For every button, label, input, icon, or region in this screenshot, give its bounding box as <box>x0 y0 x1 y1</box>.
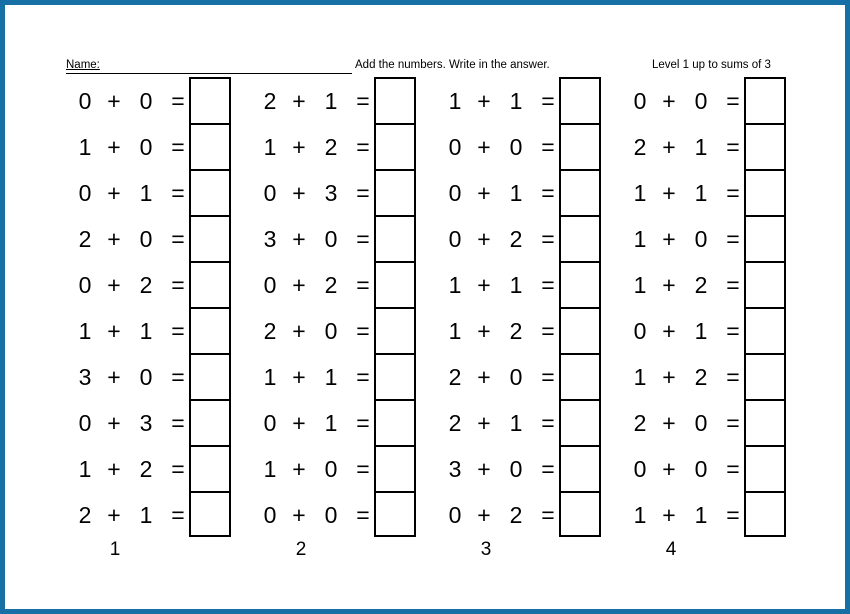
plus-sign: + <box>107 502 121 528</box>
equals-sign: = <box>726 272 740 298</box>
addend-b: 1 <box>509 180 523 206</box>
equals-sign: = <box>726 318 740 344</box>
addition-problem <box>620 169 790 215</box>
addend-b: 3 <box>139 410 153 436</box>
addend-b: 2 <box>324 272 338 298</box>
addend-a: 0 <box>78 272 92 298</box>
addition-problem <box>250 307 420 353</box>
addend-b: 0 <box>509 134 523 160</box>
plus-sign: + <box>477 180 491 206</box>
answer-box[interactable] <box>189 445 231 491</box>
addend-b: 1 <box>509 272 523 298</box>
plus-sign: + <box>477 272 491 298</box>
addend-b: 0 <box>139 226 153 252</box>
plus-sign: + <box>662 272 676 298</box>
equals-sign: = <box>726 456 740 482</box>
plus-sign: + <box>292 88 306 114</box>
answer-box[interactable] <box>374 215 416 261</box>
addend-a: 0 <box>263 180 277 206</box>
equals-sign: = <box>356 410 370 436</box>
problem-column-2 <box>250 77 420 537</box>
addition-problem <box>250 123 420 169</box>
answer-box[interactable] <box>374 123 416 169</box>
plus-sign: + <box>292 364 306 390</box>
plus-sign: + <box>292 502 306 528</box>
addend-a: 0 <box>633 88 647 114</box>
addend-b: 0 <box>324 502 338 528</box>
addition-problem <box>620 123 790 169</box>
addend-a: 3 <box>448 456 462 482</box>
answer-box[interactable] <box>189 399 231 445</box>
addend-a: 0 <box>448 134 462 160</box>
problem-column-1 <box>65 77 235 537</box>
plus-sign: + <box>292 226 306 252</box>
addition-problem <box>250 491 420 537</box>
problem-column-3 <box>435 77 605 537</box>
addend-a: 1 <box>633 226 647 252</box>
addition-problem <box>65 123 235 169</box>
addition-problem <box>65 215 235 261</box>
answer-box[interactable] <box>744 169 786 215</box>
addend-b: 2 <box>324 134 338 160</box>
answer-box[interactable] <box>744 77 786 123</box>
equals-sign: = <box>541 502 555 528</box>
addend-a: 0 <box>263 410 277 436</box>
plus-sign: + <box>477 226 491 252</box>
plus-sign: + <box>107 134 121 160</box>
equals-sign: = <box>541 410 555 436</box>
addition-problem <box>620 77 790 123</box>
addend-b: 2 <box>509 318 523 344</box>
level-label: Level 1 up to sums of 3 <box>652 59 771 71</box>
equals-sign: = <box>171 318 185 344</box>
plus-sign: + <box>107 88 121 114</box>
addend-a: 1 <box>448 318 462 344</box>
addend-a: 2 <box>448 410 462 436</box>
addition-problem <box>435 353 605 399</box>
equals-sign: = <box>726 410 740 436</box>
addend-a: 1 <box>633 364 647 390</box>
addend-a: 1 <box>633 502 647 528</box>
plus-sign: + <box>477 134 491 160</box>
answer-box[interactable] <box>559 77 601 123</box>
addend-a: 1 <box>263 134 277 160</box>
addition-problem <box>65 169 235 215</box>
equals-sign: = <box>726 134 740 160</box>
answer-box[interactable] <box>374 353 416 399</box>
equals-sign: = <box>541 364 555 390</box>
addend-a: 0 <box>448 180 462 206</box>
addend-b: 1 <box>324 88 338 114</box>
equals-sign: = <box>356 456 370 482</box>
answer-box[interactable] <box>374 169 416 215</box>
equals-sign: = <box>171 272 185 298</box>
addend-b: 1 <box>324 410 338 436</box>
plus-sign: + <box>107 410 121 436</box>
plus-sign: + <box>292 410 306 436</box>
addition-problem <box>435 77 605 123</box>
plus-sign: + <box>292 134 306 160</box>
addend-b: 0 <box>324 226 338 252</box>
addend-a: 1 <box>263 364 277 390</box>
answer-box[interactable] <box>374 261 416 307</box>
plus-sign: + <box>662 88 676 114</box>
addition-problem <box>65 353 235 399</box>
addend-b: 2 <box>694 364 708 390</box>
equals-sign: = <box>541 318 555 344</box>
addend-a: 1 <box>263 456 277 482</box>
addition-problem <box>435 261 605 307</box>
equals-sign: = <box>356 88 370 114</box>
instructions: Add the numbers. Write in the answer. <box>355 59 550 71</box>
addition-problem <box>65 399 235 445</box>
addend-b: 1 <box>139 502 153 528</box>
equals-sign: = <box>171 226 185 252</box>
answer-box[interactable] <box>744 491 786 537</box>
answer-box[interactable] <box>189 123 231 169</box>
name-line[interactable] <box>66 73 352 74</box>
addition-problem <box>435 445 605 491</box>
addend-a: 0 <box>633 456 647 482</box>
addition-problem <box>620 353 790 399</box>
equals-sign: = <box>726 88 740 114</box>
addend-a: 2 <box>263 318 277 344</box>
problem-column-4 <box>620 77 790 537</box>
answer-box[interactable] <box>374 307 416 353</box>
equals-sign: = <box>356 226 370 252</box>
answer-box[interactable] <box>189 261 231 307</box>
plus-sign: + <box>662 502 676 528</box>
addend-b: 1 <box>139 180 153 206</box>
plus-sign: + <box>662 226 676 252</box>
plus-sign: + <box>292 180 306 206</box>
equals-sign: = <box>356 134 370 160</box>
plus-sign: + <box>477 88 491 114</box>
addition-problem <box>250 445 420 491</box>
answer-box[interactable] <box>189 307 231 353</box>
addend-a: 1 <box>78 318 92 344</box>
addition-problem <box>435 215 605 261</box>
equals-sign: = <box>356 502 370 528</box>
addition-problem <box>620 445 790 491</box>
addend-b: 1 <box>509 88 523 114</box>
addition-problem <box>65 445 235 491</box>
addition-problem <box>435 169 605 215</box>
plus-sign: + <box>107 364 121 390</box>
column-number: 4 <box>665 539 677 560</box>
column-number: 1 <box>109 539 121 560</box>
addition-problem <box>250 399 420 445</box>
addend-a: 2 <box>78 502 92 528</box>
addition-problem <box>250 169 420 215</box>
addend-b: 0 <box>694 226 708 252</box>
addend-b: 0 <box>139 364 153 390</box>
plus-sign: + <box>662 410 676 436</box>
addend-b: 0 <box>509 364 523 390</box>
plus-sign: + <box>477 364 491 390</box>
addend-b: 2 <box>694 272 708 298</box>
addition-problem <box>620 307 790 353</box>
equals-sign: = <box>171 134 185 160</box>
addend-b: 1 <box>694 134 708 160</box>
addend-a: 2 <box>633 134 647 160</box>
addition-problem <box>250 261 420 307</box>
plus-sign: + <box>662 134 676 160</box>
addend-a: 3 <box>78 364 92 390</box>
answer-box[interactable] <box>559 169 601 215</box>
equals-sign: = <box>171 180 185 206</box>
addition-problem <box>65 261 235 307</box>
answer-box[interactable] <box>374 491 416 537</box>
addition-problem <box>65 77 235 123</box>
addend-a: 0 <box>448 502 462 528</box>
answer-box[interactable] <box>189 491 231 537</box>
equals-sign: = <box>171 364 185 390</box>
plus-sign: + <box>107 226 121 252</box>
answer-box[interactable] <box>559 353 601 399</box>
equals-sign: = <box>171 456 185 482</box>
answer-box[interactable] <box>744 399 786 445</box>
addend-b: 0 <box>324 318 338 344</box>
plus-sign: + <box>662 456 676 482</box>
plus-sign: + <box>107 272 121 298</box>
answer-box[interactable] <box>559 123 601 169</box>
addend-b: 0 <box>139 88 153 114</box>
equals-sign: = <box>171 410 185 436</box>
answer-box[interactable] <box>744 445 786 491</box>
addend-a: 2 <box>263 88 277 114</box>
addend-b: 0 <box>694 88 708 114</box>
answer-box[interactable] <box>189 353 231 399</box>
equals-sign: = <box>726 502 740 528</box>
addend-b: 0 <box>694 456 708 482</box>
answer-box[interactable] <box>374 445 416 491</box>
answer-box[interactable] <box>374 77 416 123</box>
addend-a: 1 <box>633 272 647 298</box>
plus-sign: + <box>662 180 676 206</box>
addend-b: 2 <box>139 456 153 482</box>
addition-problem <box>620 215 790 261</box>
plus-sign: + <box>477 410 491 436</box>
answer-box[interactable] <box>744 307 786 353</box>
addend-b: 3 <box>324 180 338 206</box>
equals-sign: = <box>541 226 555 252</box>
addition-problem <box>435 399 605 445</box>
addend-b: 0 <box>139 134 153 160</box>
plus-sign: + <box>477 318 491 344</box>
equals-sign: = <box>541 88 555 114</box>
answer-box[interactable] <box>744 353 786 399</box>
addend-b: 0 <box>694 410 708 436</box>
equals-sign: = <box>541 456 555 482</box>
name-label: Name: <box>66 59 100 71</box>
addend-b: 1 <box>139 318 153 344</box>
addend-a: 2 <box>633 410 647 436</box>
equals-sign: = <box>356 272 370 298</box>
answer-box[interactable] <box>189 77 231 123</box>
addend-b: 2 <box>139 272 153 298</box>
addend-a: 0 <box>263 502 277 528</box>
addition-problem <box>250 353 420 399</box>
plus-sign: + <box>292 456 306 482</box>
addend-a: 0 <box>448 226 462 252</box>
addend-a: 3 <box>263 226 277 252</box>
answer-box[interactable] <box>189 169 231 215</box>
equals-sign: = <box>171 502 185 528</box>
addition-problem <box>435 307 605 353</box>
plus-sign: + <box>107 180 121 206</box>
addition-problem <box>65 491 235 537</box>
plus-sign: + <box>107 318 121 344</box>
plus-sign: + <box>662 318 676 344</box>
addend-a: 1 <box>78 456 92 482</box>
addend-a: 1 <box>448 272 462 298</box>
addend-b: 1 <box>324 364 338 390</box>
answer-box[interactable] <box>374 399 416 445</box>
addend-b: 2 <box>509 226 523 252</box>
addend-a: 0 <box>78 180 92 206</box>
plus-sign: + <box>662 364 676 390</box>
addend-a: 2 <box>448 364 462 390</box>
equals-sign: = <box>356 364 370 390</box>
addition-problem <box>250 77 420 123</box>
addition-problem <box>620 491 790 537</box>
plus-sign: + <box>292 272 306 298</box>
addend-b: 1 <box>694 318 708 344</box>
equals-sign: = <box>541 180 555 206</box>
plus-sign: + <box>292 318 306 344</box>
addition-problem <box>65 307 235 353</box>
addend-a: 1 <box>448 88 462 114</box>
answer-box[interactable] <box>744 215 786 261</box>
addend-b: 1 <box>694 180 708 206</box>
addend-b: 1 <box>694 502 708 528</box>
addition-problem <box>435 491 605 537</box>
equals-sign: = <box>356 318 370 344</box>
addition-problem <box>620 261 790 307</box>
plus-sign: + <box>477 502 491 528</box>
equals-sign: = <box>171 88 185 114</box>
answer-box[interactable] <box>559 399 601 445</box>
answer-box[interactable] <box>744 123 786 169</box>
equals-sign: = <box>541 134 555 160</box>
answer-box[interactable] <box>559 445 601 491</box>
equals-sign: = <box>726 364 740 390</box>
addend-b: 0 <box>509 456 523 482</box>
column-number: 2 <box>295 539 307 560</box>
addend-b: 2 <box>509 502 523 528</box>
equals-sign: = <box>726 226 740 252</box>
equals-sign: = <box>356 180 370 206</box>
column-number: 3 <box>480 539 492 560</box>
addend-b: 1 <box>509 410 523 436</box>
plus-sign: + <box>477 456 491 482</box>
addend-a: 1 <box>633 180 647 206</box>
addend-a: 0 <box>633 318 647 344</box>
addition-problem <box>250 215 420 261</box>
addend-a: 0 <box>78 88 92 114</box>
addend-a: 0 <box>263 272 277 298</box>
addend-b: 0 <box>324 456 338 482</box>
addition-problem <box>620 399 790 445</box>
answer-box[interactable] <box>559 307 601 353</box>
addend-a: 2 <box>78 226 92 252</box>
equals-sign: = <box>541 272 555 298</box>
addition-problem <box>435 123 605 169</box>
answer-box[interactable] <box>559 491 601 537</box>
answer-box[interactable] <box>559 215 601 261</box>
plus-sign: + <box>107 456 121 482</box>
addend-a: 0 <box>78 410 92 436</box>
equals-sign: = <box>726 180 740 206</box>
answer-box[interactable] <box>744 261 786 307</box>
answer-box[interactable] <box>559 261 601 307</box>
answer-box[interactable] <box>189 215 231 261</box>
addend-a: 1 <box>78 134 92 160</box>
